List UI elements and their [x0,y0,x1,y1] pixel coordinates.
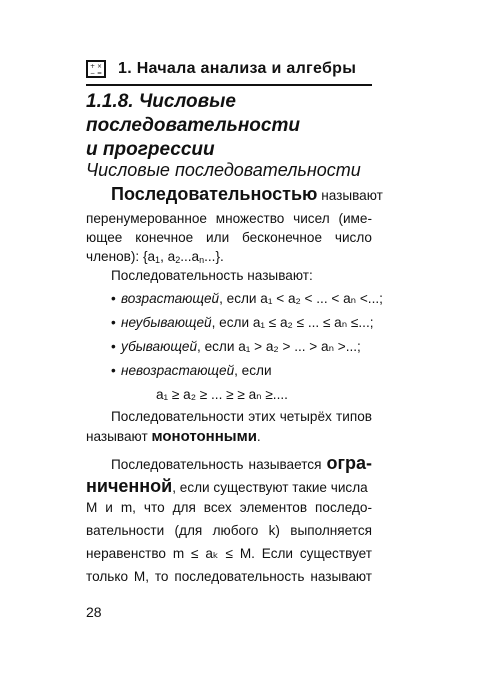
list-item-term: возрастающей [121,291,220,306]
text-fragment: . [256,429,261,444]
text-fragment: , a [160,249,176,264]
list-item-text: , если a₁ ≤ a₂ ≤ ... ≤ aₙ ≤...; [211,315,374,330]
list-item [86,313,372,332]
term-sequence: Последовательностью [111,184,318,204]
text-fragment: , если существуют такие числа [172,480,368,495]
bullet-icon: • [111,339,116,354]
list-item-text: , если [234,363,272,378]
text-fragment: называют [86,429,152,444]
monotone-formula: a₁ ≥ a₂ ≥ ... ≥ ≥ aₙ ≥.... [156,387,288,402]
svg-text:+: + [90,63,96,70]
definition-line-1 [86,182,383,206]
svg-text:×: × [97,63,103,70]
bounded-line-5: неравенство m ≤ aₖ ≤ M. Если существует [86,546,372,561]
term-bounded-part1: огра- [326,453,372,473]
definition-line-3: ющее конечное или бесконечное число [86,230,372,245]
monotone-line-2 [86,427,372,446]
bounded-line-3: M и m, что для всех элементов последо- [86,500,372,515]
bounded-line-2 [86,475,372,497]
section-title: 1.1.8. Числовые последовательности и прогрессии [86,91,300,160]
list-item [86,361,372,380]
list-item-term: неубывающей [121,315,212,330]
intro-line: Последовательность называют: [111,268,313,283]
formula-book-icon [86,60,106,78]
svg-text:−: − [90,70,96,77]
subsection-title: Числовые последовательности [86,160,361,180]
list-item-term: убывающей [121,339,198,354]
bounded-line-4: вательности (для любого k) выполняется [86,523,372,538]
bounded-line-6: только M, то последовательность называют [86,569,372,584]
chapter-header-title: 1. Начала анализа и алгебры [118,60,357,77]
list-item-text: , если a₁ < a₂ < ... < aₙ <...; [219,291,383,306]
definition-line-2: перенумерованное множество чисел (име- [86,211,372,226]
bullet-icon: • [111,363,116,378]
bullet-icon: • [111,315,116,330]
definition-line-4: членов): {$a_1$, $a_2...a_n$...}. [86,249,224,265]
bullet-icon: • [111,291,116,306]
monotone-line-1: Последовательности этих четырёх типов [111,409,372,424]
list-item [86,337,372,356]
list-item-text: , если a₁ > a₂ > ... > aₙ >...; [197,339,361,354]
page-number: 28 [86,604,102,620]
list-item-term: невозрастающей [121,363,235,378]
text-fragment: ...}. [204,249,224,264]
bounded-line-1 [86,452,372,474]
text-fragment: Последовательность называется [111,457,327,472]
list-item [86,289,383,308]
svg-text:=: = [97,70,103,77]
term-monotone: монотонными [151,428,257,445]
text-fragment: называют [321,188,383,203]
header-divider [86,84,372,86]
term-bounded-part2: ниченной [86,476,173,496]
text-fragment: ...a [180,249,200,264]
text-fragment: членов): {a [86,249,156,264]
